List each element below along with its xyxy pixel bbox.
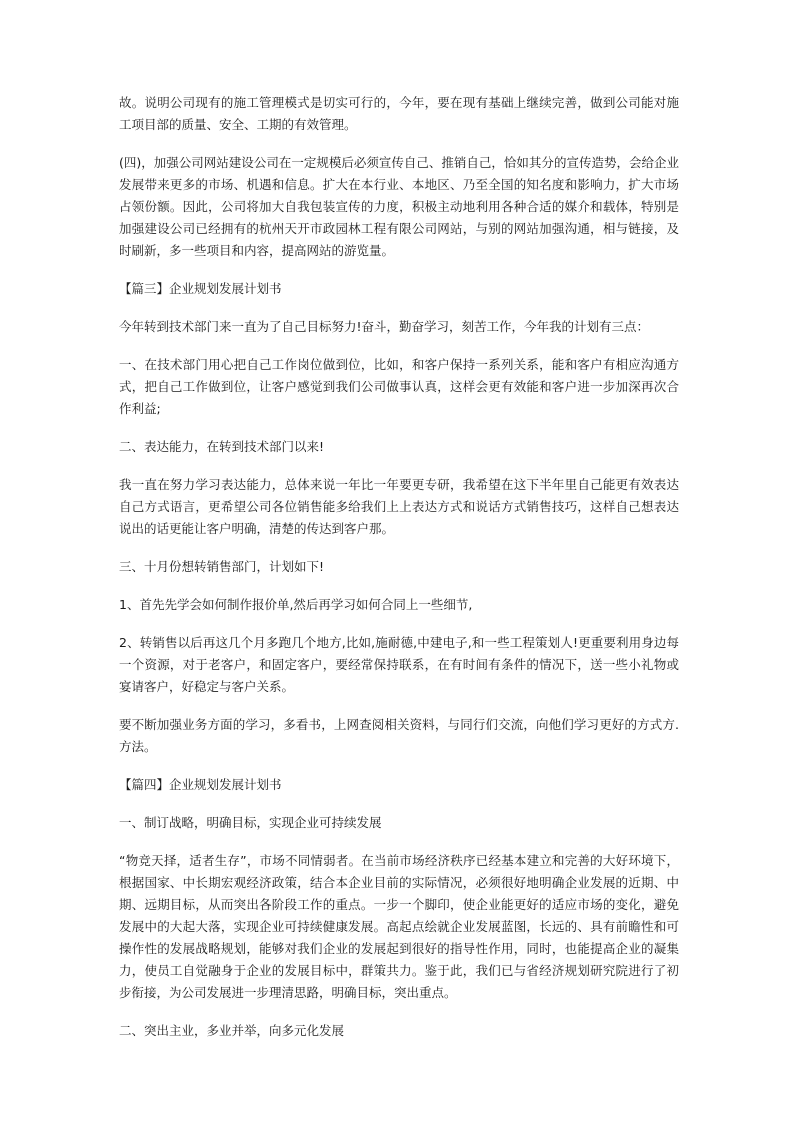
paragraph-point-one: 一、在技术部门用心把自己工作岗位做到位，比如，和客户保持一系列关系，能和客户有相应沟通方式，把自己工作做到位，让客户感觉到我们公司做事认真，这样会更有效能和客户进一步加深再次合作利益; (119, 357, 679, 416)
paragraph-continuous-learning: 要不断加强业务方面的学习，多看书，上网查阅相关资料，与同行们交流，向他们学习更好的方式方.方法。 (119, 717, 679, 754)
paragraph-expression-ability: 我一直在努力学习表达能力，总体来说一年比一年要更专研，我希望在这下半年里自己能更有效表达自己方式语言，更希望公司各位销售能多给我们上上表达方式和说话方式销售技巧，这样自己想表达说出的话更能让客户明确，清楚的传达到客户那。 (119, 477, 679, 536)
paragraph-strategy-heading: 一、制订战略，明确目标，实现企业可持续发展 (119, 815, 382, 830)
paragraph-strategy-body: “物竞天择，适者生存”，市场不同情弱者。在当前市场经济秩序已经基本建立和完善的大好环境下，根据国家、中长期宏观经济政策，结合本企业目前的实际情况，必须很好地明确企业发展的近期、中期、远期目标，从而突出各阶段工作的重点。一步一个脚印，使企业能更好的适应市场的变化，避免发展中的大起大落，实现企业可持续健康发展。高起点绘就企业发展蓝图，长远的、具有前瞻性和可操作性的发展战略规划，能够对我们企业的发展起到很好的指导性作用，同时，也能提高企业的凝集力，使员工自觉融身于企业的发展目标中，群策共力。鉴于此，我们已与省经济规划研究院进行了初步衔接，为公司发展进一步理清思路，明确目标，突出重点。 (119, 853, 679, 1000)
paragraph-point-three-heading: 三、十月份想转销售部门，计划如下! (119, 559, 325, 574)
paragraph-plan-overview: 今年转到技术部门来一直为了自己目标努力!奋斗，勤奋学习，刻苦工作，今年我的计划有三点： (119, 319, 650, 334)
paragraph-intro-continuation: 故。说明公司现有的施工管理模式是切实可行的，今年，要在现有基础上继续完善，做到公司能对施工项目部的质量、安全、工期的有效管理。 (119, 95, 679, 132)
document-page (119, 92, 679, 1042)
paragraph-step-one: 1、首先先学会如何制作报价单,然后再学习如何合同上一些细节, (119, 597, 473, 612)
paragraph-step-two: 2、转销售以后再这几个月多跑几个地方,比如,施耐德,中建电子,和一些工程策划人!更重要利用身边每一个资源，对于老客户，和固定客户，要经常保持联系，在有时间有条件的情况下，送一些小礼物或宴请客户，好稳定与客户关系。 (119, 635, 679, 694)
paragraph-website-construction: (四)，加强公司网站建设公司在一定规模后必须宣传自己、推销自己，恰如其分的宣传造势，会给企业发展带来更多的市场、机遇和信息。扩大在本行业、本地区、乃至全国的知名度和影响力，扩大市场占领份额。因此，公司将加大自我包装宣传的力度，积极主动地利用各种合适的媒介和载体，特别是加强建设公司已经拥有的杭州天开市政园林工程有限公司网站，与别的网站加强沟通，相与链接，及时刷新，多一些项目和内容，提高网站的游览量。 (119, 155, 679, 258)
paragraph-diversification-heading: 二、突出主业，多业并举，向多元化发展 (119, 1023, 345, 1038)
section-heading-part-three: 【篇三】企业规划发展计划书 (119, 281, 282, 296)
paragraph-point-two-heading: 二、表达能力，在转到技术部门以来! (119, 439, 325, 454)
section-heading-part-four: 【篇四】企业规划发展计划书 (119, 777, 282, 792)
